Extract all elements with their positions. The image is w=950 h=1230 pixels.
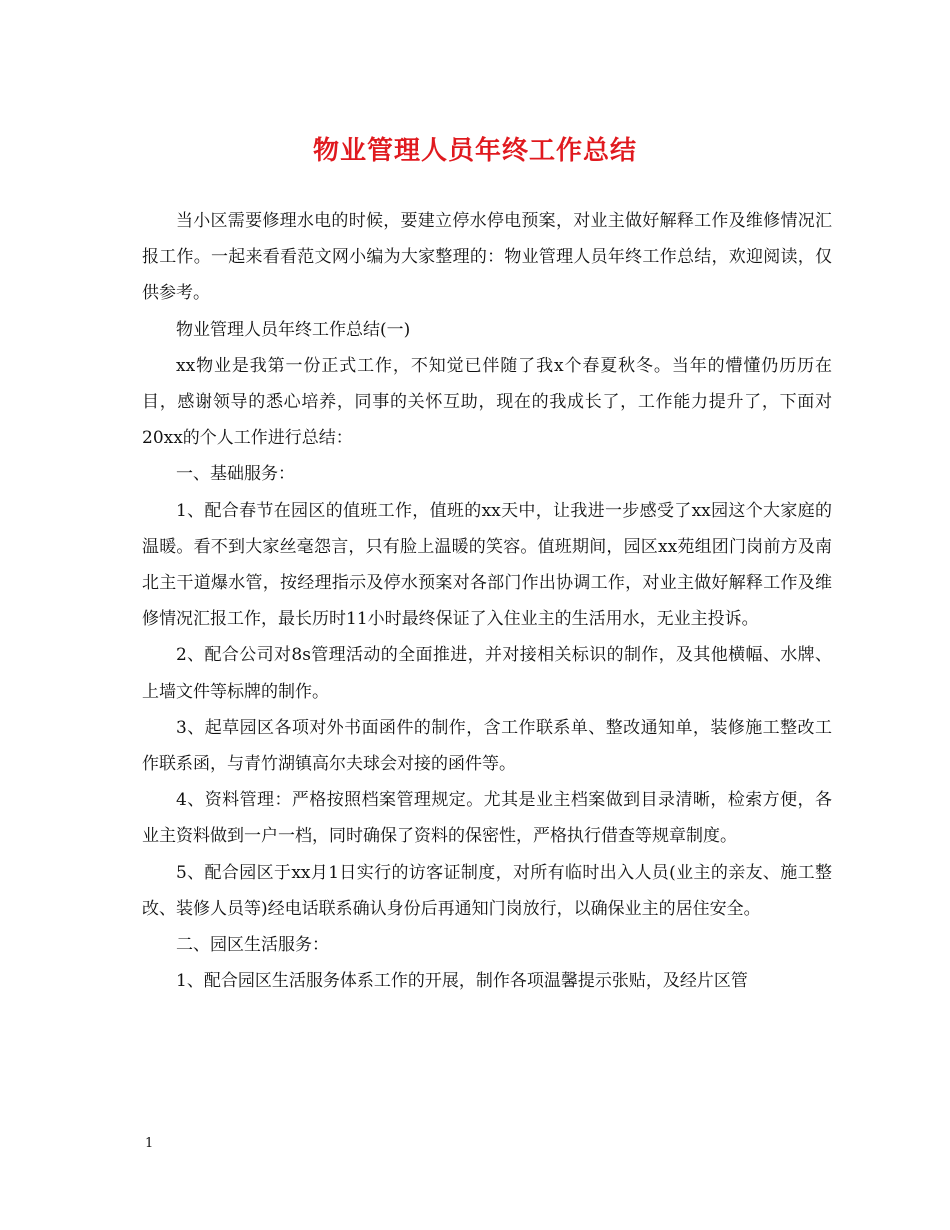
list-item: 5、配合园区于xx月1日实行的访客证制度，对所有临时出入人员(业主的亲友、施工整改、装修人员等)经电话联系确认身份后再通知门岗放行，以确保业主的居住安全。 [142,862,832,919]
list-item: 4、资料管理：严格按照档案管理规定。尤其是业主档案做到目录清晰，检索方便，各业主资料做到一户一档，同时确保了资料的保密性，严格执行借查等规章制度。 [142,790,832,847]
subheading: 一、基础服务： [176,464,295,485]
list-item: 1、配合春节在园区的值班工作，值班的xx天中，让我进一步感受了xx园这个大家庭的温暖。看不到大家丝毫怨言，只有脸上温暖的笑容。值班期间，园区xx苑组团门岗前方及南北主干道爆水管，按经理指示及停水预案对各部门作出协调工作，对业主做好解释工作及维修情况汇报工作，最长历时11小时最终保证了入住业主的生活用水，无业主投诉。 [142,500,832,630]
list-item: 3、起草园区各项对外书面函件的制作，含工作联系单、整改通知单，装修施工整改工作联系函，与青竹湖镇高尔夫球会对接的函件等。 [142,717,832,775]
document-body [142,203,832,999]
section-heading: 物业管理人员年终工作总结(一) [176,319,411,340]
list-item: 2、配合公司对8s管理活动的全面推进，并对接相关标识的制作，及其他横幅、水牌、上墙文件等标牌的制作。 [142,645,832,702]
page-number: 1 [145,1136,154,1151]
document-title: 物业管理人员年终工作总结 [312,136,637,166]
paragraph-intro: 当小区需要修理水电的时候，要建立停水停电预案，对业主做好解释工作及维修情况汇报工作。一起来看看范文网小编为大家整理的：物业管理人员年终工作总结，欢迎阅读，仅供参考。 [142,211,832,304]
subheading: 二、园区生活服务： [176,935,329,956]
list-item: 1、配合园区生活服务体系工作的开展，制作各项温馨提示张贴，及经片区管 [176,971,748,992]
paragraph: xx物业是我第一份正式工作，不知觉已伴随了我x个春夏秋冬。当年的懵懂仍历历在目，感谢领导的悉心培养，同事的关怀互助，现在的我成长了，工作能力提升了，下面对20xx的个人工作进行总结： [142,355,832,449]
